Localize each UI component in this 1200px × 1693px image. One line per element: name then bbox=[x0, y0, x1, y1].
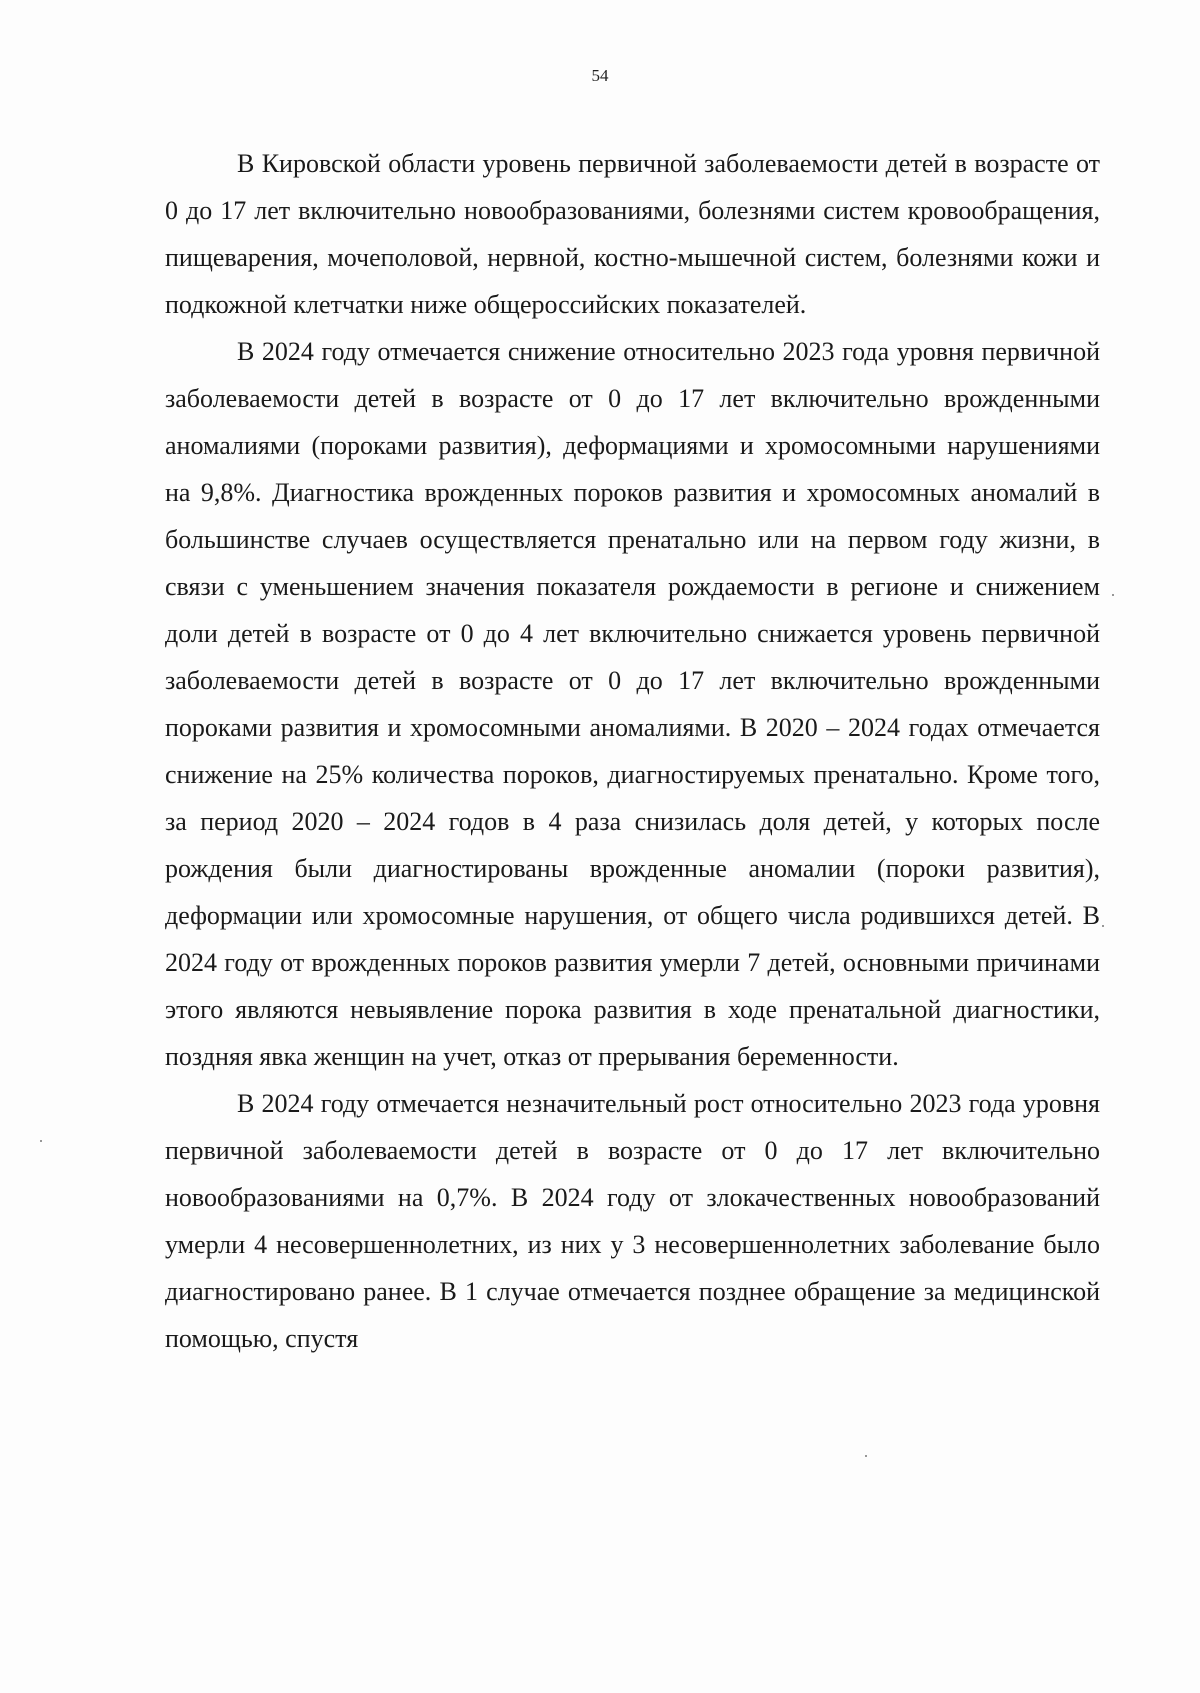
scan-speck bbox=[865, 1455, 867, 1457]
scan-speck bbox=[1112, 594, 1114, 596]
paragraph-3: В 2024 году отмечается незначительный рост относительно 2023 года уровня первичной заболеваемости детей в возрасте от 0 до 17 лет включительно новообразованиями на 0,7%. В 2024 году от злокачественных новообразований умерли 4 несовершеннолетних, из них у 3 несовершеннолетних заболевание было диагностировано ранее. В 1 случае отмечается позднее обращение за медицинской помощью, спустя bbox=[165, 1089, 1100, 1353]
body-text bbox=[165, 140, 1100, 1362]
page-number: 54 bbox=[591, 66, 609, 85]
scan-speck bbox=[1102, 925, 1104, 927]
scan-speck bbox=[40, 1140, 42, 1142]
paragraph-1: В Кировской области уровень первичной заболеваемости детей в возрасте от 0 до 17 лет включительно новообразованиями, болезнями систем кровообращения, пищеварения, мочеполовой, нервной, костно-мышечной систем, болезнями кожи и подкожной клетчатки ниже общероссийских показателей. bbox=[165, 149, 1100, 319]
paragraph-2: В 2024 году отмечается снижение относительно 2023 года уровня первичной заболеваемости детей в возрасте от 0 до 17 лет включительно врожденными аномалиями (пороками развития), деформациями и хромосомными нарушениями на 9,8%. Диагностика врожденных пороков развития и хромосомных аномалий в большинстве случаев осуществляется пренатально или на первом году жизни, в связи с уменьшением значения показателя рождаемости в регионе и снижением доли детей в возрасте от 0 до 4 лет включительно снижается уровень первичной заболеваемости детей в возрасте от 0 до 17 лет включительно врожденными пороками развития и хромосомными аномалиями. В 2020 – 2024 годах отмечается снижение на 25% количества пороков, диагностируемых пренатально. Кроме того, за период 2020 – 2024 годов в 4 раза снизилась доля детей, у которых после рождения были диагностированы врожденные аномалии (пороки развития), деформации или хромосомные нарушения, от общего числа родившихся детей. В 2024 году от врожденных пороков развития умерли 7 детей, основными причинами этого являются невыявление порока развития в ходе пренатальной диагностики, поздняя явка женщин на учет, отказ от прерывания беременности. bbox=[165, 337, 1100, 1071]
